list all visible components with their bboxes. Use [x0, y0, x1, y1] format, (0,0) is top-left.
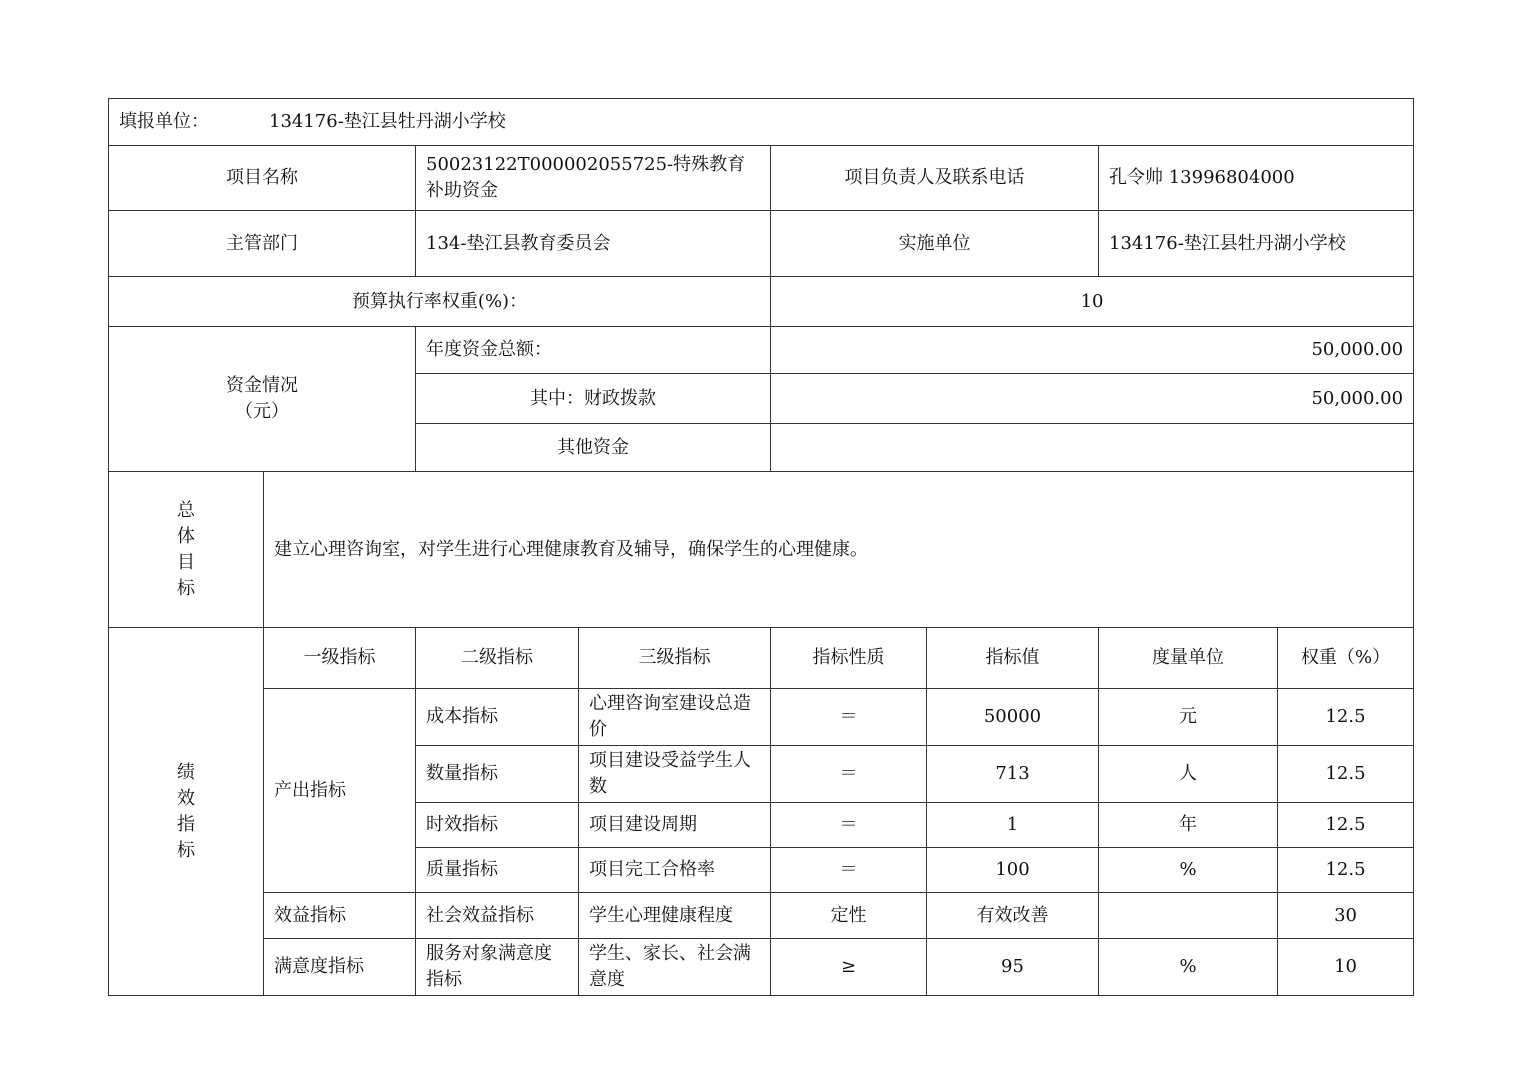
funds-other-label: 其他资金 [416, 424, 771, 472]
unit-cell: 元 [1099, 689, 1278, 746]
benefit-nature: 定性 [771, 893, 927, 939]
performance-label-char: 指 [177, 813, 195, 835]
funds-fiscal-value: 50,000.00 [771, 374, 1414, 424]
performance-label-char: 标 [177, 839, 195, 861]
level2-cell: 数量指标 [416, 746, 579, 803]
benefit-value: 有效改善 [927, 893, 1099, 939]
funds-total-value: 50,000.00 [771, 327, 1414, 374]
funds-fiscal-label: 其中：财政拨款 [416, 374, 771, 424]
goal-label-char: 体 [177, 525, 195, 547]
benefit-indicator-row [109, 893, 1414, 939]
value-cell: 1 [927, 803, 1099, 848]
performance-label-char: 效 [177, 787, 195, 809]
weight-cell: 12.5 [1278, 746, 1414, 803]
reporting-unit-cell [109, 99, 1414, 146]
budget-rate-value: 10 [771, 277, 1414, 327]
satisfaction-unit: % [1099, 939, 1278, 996]
header-level3: 三级指标 [579, 628, 771, 689]
header-nature: 指标性质 [771, 628, 927, 689]
nature-cell: ＝ [771, 803, 927, 848]
level3-cell: 项目建设受益学生人数 [579, 746, 771, 803]
goal-label-char: 目 [177, 551, 195, 573]
header-level2: 二级指标 [416, 628, 579, 689]
unit-cell: 人 [1099, 746, 1278, 803]
goal-label-char: 标 [177, 577, 195, 599]
performance-label [109, 628, 264, 996]
unit-cell: 年 [1099, 803, 1278, 848]
benefit-level1: 效益指标 [264, 893, 416, 939]
funds-total-label: 年度资金总额： [416, 327, 771, 374]
weight-cell: 12.5 [1278, 848, 1414, 893]
weight-cell: 12.5 [1278, 803, 1414, 848]
overall-goal-row [109, 472, 1414, 628]
output-indicator-label: 产出指标 [264, 689, 416, 893]
satisfaction-nature: ≥ [771, 939, 927, 996]
benefit-weight: 30 [1278, 893, 1414, 939]
department-label: 主管部门 [109, 211, 416, 277]
indicator-row [109, 689, 1414, 746]
benefit-level2: 社会效益指标 [416, 893, 579, 939]
funds-label [109, 327, 416, 472]
performance-target-table [108, 98, 1414, 996]
level2-cell: 成本指标 [416, 689, 579, 746]
level2-cell: 时效指标 [416, 803, 579, 848]
level3-cell: 项目建设周期 [579, 803, 771, 848]
implementing-unit-label: 实施单位 [771, 211, 1099, 277]
value-cell: 100 [927, 848, 1099, 893]
overall-goal-label [109, 472, 264, 628]
reporting-unit-label: 填报单位： [119, 111, 209, 132]
project-owner-value: 孔令帅 13996804000 [1099, 146, 1414, 211]
level3-cell: 心理咨询室建设总造价 [579, 689, 771, 746]
project-name-row [109, 146, 1414, 211]
benefit-level3: 学生心理健康程度 [579, 893, 771, 939]
funds-label-line1: 资金情况 [226, 375, 298, 396]
project-name-value: 50023122T000002055725-特殊教育补助资金 [416, 146, 771, 211]
header-weight: 权重（%） [1278, 628, 1414, 689]
weight-cell: 12.5 [1278, 689, 1414, 746]
satisfaction-level3: 学生、家长、社会满意度 [579, 939, 771, 996]
budget-rate-label: 预算执行率权重(%)： [109, 277, 771, 327]
level2-cell: 质量指标 [416, 848, 579, 893]
value-cell: 713 [927, 746, 1099, 803]
funds-total-row [109, 327, 1414, 374]
value-cell: 50000 [927, 689, 1099, 746]
satisfaction-indicator-row [109, 939, 1414, 996]
nature-cell: ＝ [771, 689, 927, 746]
header-row [109, 99, 1414, 146]
performance-label-char: 绩 [177, 761, 195, 783]
funds-label-line2: （元） [235, 401, 289, 422]
benefit-unit [1099, 893, 1278, 939]
project-name-label: 项目名称 [109, 146, 416, 211]
unit-cell: % [1099, 848, 1278, 893]
satisfaction-level2: 服务对象满意度指标 [416, 939, 579, 996]
department-row [109, 211, 1414, 277]
header-value: 指标值 [927, 628, 1099, 689]
indicator-header-row [109, 628, 1414, 689]
satisfaction-value: 95 [927, 939, 1099, 996]
satisfaction-weight: 10 [1278, 939, 1414, 996]
overall-goal-text: 建立心理咨询室，对学生进行心理健康教育及辅导，确保学生的心理健康。 [264, 472, 1414, 628]
department-value: 134-垫江县教育委员会 [416, 211, 771, 277]
header-unit: 度量单位 [1099, 628, 1278, 689]
budget-rate-row [109, 277, 1414, 327]
nature-cell: ＝ [771, 746, 927, 803]
reporting-unit-value: 134176-垫江县牡丹湖小学校 [269, 111, 506, 132]
project-owner-label: 项目负责人及联系电话 [771, 146, 1099, 211]
level3-cell: 项目完工合格率 [579, 848, 771, 893]
header-level1: 一级指标 [264, 628, 416, 689]
nature-cell: ＝ [771, 848, 927, 893]
implementing-unit-value: 134176-垫江县牡丹湖小学校 [1099, 211, 1414, 277]
goal-label-char: 总 [177, 499, 195, 521]
satisfaction-level1: 满意度指标 [264, 939, 416, 996]
funds-other-value [771, 424, 1414, 472]
